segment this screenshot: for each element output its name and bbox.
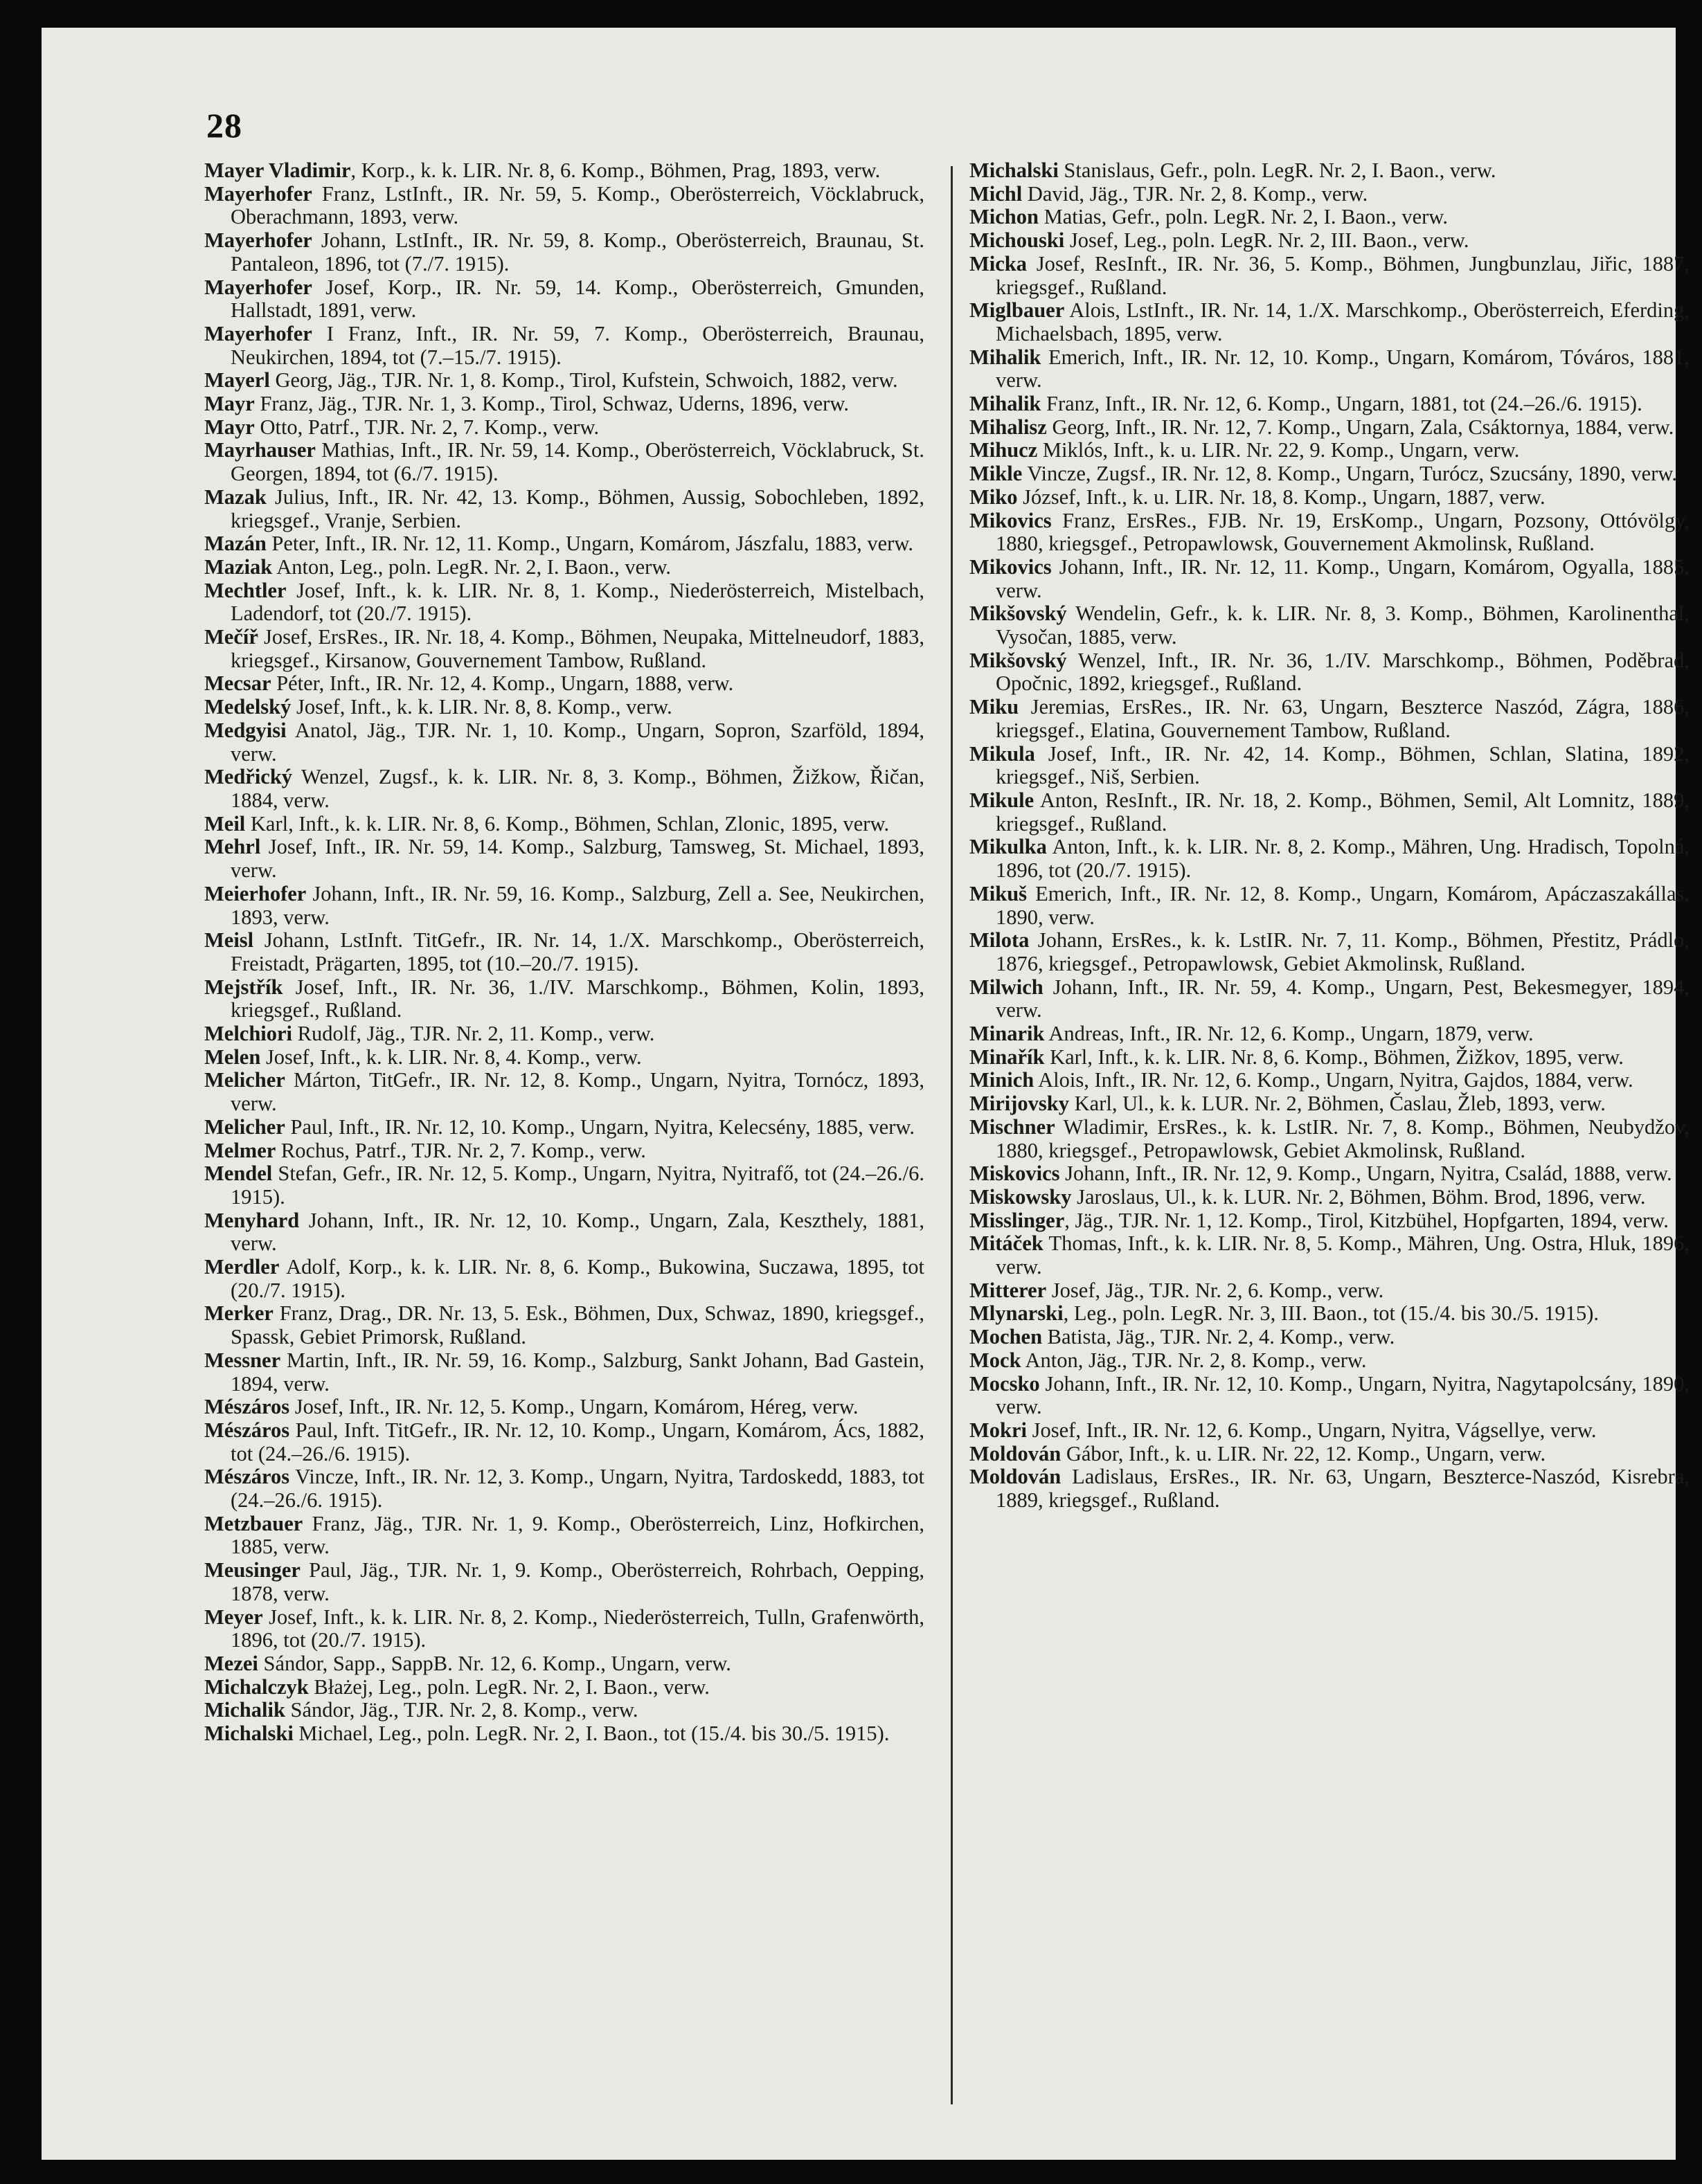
entry-details: Johann, Inft., IR. Nr. 12, 10. Komp., Ungarn, Zala, Keszthely, 1881, verw.: [231, 1208, 924, 1256]
entry-surname: Michl: [969, 181, 1023, 206]
entry-details: Sándor, Sapp., SappB. Nr. 12, 6. Komp., Ungarn, verw.: [258, 1652, 731, 1675]
entry-details: Alois, Inft., IR. Nr. 12, 6. Komp., Ungarn, Nyitra, Gajdos, 1884, verw.: [1034, 1068, 1633, 1092]
entry-details: Karl, Inft., k. k. LIR. Nr. 8, 6. Komp., Böhmen, Žižkov, 1895, verw.: [1044, 1045, 1624, 1069]
list-item: [204, 1606, 924, 1652]
entry-details: Johann, Inft., IR. Nr. 59, 4. Komp., Ungarn, Pest, Bekesmegyer, 1894, verw.: [996, 975, 1690, 1022]
entry-details: , Korp., k. k. LIR. Nr. 8, 6. Komp., Böhmen, Prag, 1893, verw.: [350, 159, 881, 182]
entry-details: Karl, Ul., k. k. LUR. Nr. 2, Böhmen, Časlau, Žleb, 1893, verw.: [1069, 1092, 1606, 1116]
entry-surname: Mischner: [969, 1114, 1055, 1139]
entry-surname: Mazán: [204, 532, 267, 556]
entry-surname: Mayr: [204, 392, 255, 416]
entry-surname: Melicher: [204, 1068, 285, 1092]
entry-surname: Michalski: [204, 1722, 294, 1746]
entry-surname: Minařík: [969, 1045, 1045, 1069]
entry-surname: Medřický: [204, 765, 293, 789]
list-item: [969, 183, 1690, 206]
entry-details: , Jäg., TJR. Nr. 1, 12. Komp., Tirol, Kitzbühel, Hopfgarten, 1894, verw.: [1064, 1208, 1669, 1232]
entry-surname: Mazak: [204, 485, 267, 509]
entry-surname: Meierhofer: [204, 881, 307, 905]
list-item: [969, 696, 1690, 742]
entry-surname: Maziak: [204, 554, 273, 579]
entry-details: Matias, Gefr., poln. LegR. Nr. 2, I. Baon., verw.: [1038, 205, 1448, 229]
entry-surname: Michouski: [969, 228, 1065, 253]
entry-details: József, Inft., k. u. LIR. Nr. 18, 8. Komp., Ungarn, 1887, verw.: [1017, 485, 1546, 509]
list-item: [969, 649, 1690, 696]
entry-surname: Meisl: [204, 928, 254, 953]
entry-details: Rudolf, Jäg., TJR. Nr. 2, 11. Komp., verw.: [292, 1022, 655, 1046]
entry-details: Josef, Jäg., TJR. Nr. 2, 6. Komp., verw.: [1046, 1278, 1384, 1302]
entry-details: Batista, Jäg., TJR. Nr. 2, 4. Komp., verw.: [1042, 1325, 1395, 1349]
entry-details: Karl, Inft., k. k. LIR. Nr. 8, 6. Komp., Böhmen, Schlan, Zlonic, 1895, verw.: [245, 811, 890, 836]
list-item: [204, 1396, 924, 1419]
list-item: [969, 462, 1690, 486]
entry-surname: Meyer: [204, 1605, 263, 1629]
entry-surname: Michalczyk: [204, 1675, 309, 1699]
entry-details: Franz, Jäg., TJR. Nr. 1, 9. Komp., Oberösterreich, Linz, Hofkirchen, 1885, verw.: [231, 1511, 924, 1559]
list-item: [204, 276, 924, 323]
list-item: [204, 486, 924, 532]
entry-surname: Minarik: [969, 1022, 1045, 1046]
entry-surname: Miglbauer: [969, 298, 1065, 323]
list-item: [204, 1419, 924, 1465]
entry-surname: Moldován: [969, 1465, 1061, 1489]
page-number: 28: [206, 106, 242, 145]
entry-details: Anton, Leg., poln. LegR. Nr. 2, I. Baon., verw.: [272, 554, 672, 579]
list-item: [969, 836, 1690, 882]
entry-details: Josef, Inft., k. k. LIR. Nr. 8, 8. Komp., verw.: [291, 695, 672, 719]
entry-surname: Mečíř: [204, 625, 258, 649]
entry-details: Josef, Inft., IR. Nr. 36, 1./IV. Marschkomp., Böhmen, Kolin, 1893, kriegsgef., Rußland.: [231, 975, 924, 1022]
entry-surname: Menyhard: [204, 1208, 300, 1232]
entry-surname: Mayerhofer: [204, 228, 312, 253]
entry-details: Alois, LstInft., IR. Nr. 14, 1./X. Marschkomp., Oberösterreich, Eferding, Michaelsbach, 1895, verw.: [996, 298, 1690, 345]
entry-surname: Milwich: [969, 975, 1043, 999]
entry-details: Andreas, Inft., IR. Nr. 12, 6. Komp., Ungarn, 1879, verw.: [1044, 1022, 1534, 1046]
entry-details: Emerich, Inft., IR. Nr. 12, 8. Komp., Ungarn, Komárom, Apáczaszakállas, 1890, verw.: [996, 881, 1690, 929]
list-item: [969, 1326, 1690, 1349]
entry-details: Josef, Inft., IR. Nr. 59, 14. Komp., Salzburg, Tamsweg, St. Michael, 1893, verw.: [231, 835, 924, 883]
list-item: [204, 813, 924, 836]
entry-surname: Michon: [969, 205, 1039, 229]
entry-details: Vincze, Inft., IR. Nr. 12, 3. Komp., Ungarn, Nyitra, Tardoskedd, 1883, tot (24.–26./6. 1915).: [231, 1465, 924, 1513]
entry-details: , Leg., poln. LegR. Nr. 3, III. Baon., tot (15./4. bis 30./5. 1915).: [1063, 1301, 1600, 1326]
entry-surname: Mendel: [204, 1162, 273, 1186]
entry-surname: Merker: [204, 1301, 274, 1326]
list-item: [204, 1676, 924, 1699]
list-item: [969, 929, 1690, 975]
entry-surname: Mihucz: [969, 438, 1038, 462]
entry-details: Martin, Inft., IR. Nr. 59, 16. Komp., Salzburg, Sankt Johann, Bad Gastein, 1894, verw.: [231, 1348, 924, 1396]
entry-surname: Mlynarski: [969, 1301, 1064, 1326]
list-item: [969, 1232, 1690, 1279]
entry-details: Wenzel, Inft., IR. Nr. 36, 1./IV. Marschkomp., Böhmen, Poděbrad, Opočnic, 1892, kriegsgef., Rußland.: [996, 648, 1690, 696]
list-item: [204, 369, 924, 392]
entry-details: Johann, Inft., IR. Nr. 12, 10. Komp., Ungarn, Nyitra, Nagytapolcsány, 1890, verw.: [996, 1371, 1690, 1419]
entry-surname: Melmer: [204, 1138, 276, 1162]
entry-surname: Micka: [969, 251, 1028, 276]
list-item: [204, 719, 924, 766]
entry-details: Franz, ErsRes., FJB. Nr. 19, ErsKomp., Ungarn, Pozsony, Ottóvölgy, 1880, kriegsgef., Petropawlowsk, Gouvernement Akmolinsk, Rußland.: [996, 508, 1690, 556]
left-column: [204, 159, 924, 1746]
entry-surname: Mock: [969, 1348, 1021, 1372]
list-item: [969, 1186, 1690, 1209]
entry-surname: Mikovics: [969, 554, 1052, 579]
entry-surname: Mejstřík: [204, 975, 283, 999]
list-item: [204, 532, 924, 556]
list-item: [204, 1722, 924, 1746]
list-item: [969, 1349, 1690, 1373]
entry-details: Georg, Jäg., TJR. Nr. 1, 8. Komp., Tirol, Kufstein, Schwoich, 1882, verw.: [269, 368, 898, 392]
list-item: [204, 416, 924, 440]
entry-details: Emerich, Inft., IR. Nr. 12, 10. Komp., Ungarn, Komárom, Tóváros, 1881, verw.: [996, 345, 1690, 392]
list-item: [204, 229, 924, 276]
entry-details: Georg, Inft., IR. Nr. 12, 7. Komp., Ungarn, Zala, Csáktornya, 1884, verw.: [1046, 415, 1674, 439]
entry-details: I Franz, Inft., IR. Nr. 59, 7. Komp., Oberösterreich, Braunau, Neukirchen, 1894, tot (7.–15./7. 1915).: [231, 321, 924, 369]
entry-surname: Mihalik: [969, 345, 1041, 369]
entry-details: Paul, Inft., IR. Nr. 12, 10. Komp., Ungarn, Nyitra, Kelecsény, 1885, verw.: [285, 1114, 915, 1139]
list-item: [969, 509, 1690, 556]
list-item: [969, 206, 1690, 229]
list-item: [204, 1022, 924, 1046]
list-item: [204, 183, 924, 229]
list-item: [969, 556, 1690, 602]
entry-details: Wladimir, ErsRes., k. k. LstIR. Nr. 7, 8. Komp., Böhmen, Neubydžov, 1880, kriegsgef., Petropawlowsk, Gebiet Akmolinsk, Rußland.: [996, 1114, 1690, 1162]
list-item: [969, 439, 1690, 462]
list-item: [204, 836, 924, 882]
entry-surname: Mészáros: [204, 1465, 290, 1489]
entry-details: Franz, Drag., DR. Nr. 13, 5. Esk., Böhmen, Dux, Schwaz, 1890, kriegsgef., Spassk, Gebiet Primorsk, Rußland.: [231, 1301, 924, 1349]
entry-details: Wenzel, Zugsf., k. k. LIR. Nr. 8, 3. Komp., Böhmen, Žižkow, Řičan, 1884, verw.: [231, 765, 924, 812]
entry-surname: Mayerhofer: [204, 181, 312, 206]
entry-surname: Mészáros: [204, 1418, 290, 1442]
list-item: [204, 1116, 924, 1139]
entry-details: Anton, Jäg., TJR. Nr. 2, 8. Komp., verw.: [1021, 1348, 1367, 1372]
entry-surname: Melchiori: [204, 1022, 293, 1046]
list-item: [969, 883, 1690, 929]
entry-surname: Misslinger: [969, 1208, 1065, 1232]
list-item: [204, 1162, 924, 1209]
entry-details: Josef, Inft., k. k. LIR. Nr. 8, 4. Komp., verw.: [260, 1045, 642, 1069]
list-item: [204, 883, 924, 929]
entry-details: Péter, Inft., IR. Nr. 12, 4. Komp., Ungarn, 1888, verw.: [271, 671, 734, 696]
list-item: [204, 696, 924, 719]
entry-surname: Mészáros: [204, 1395, 290, 1419]
entry-surname: Mirijovsky: [969, 1092, 1070, 1116]
entry-details: Paul, Inft. TitGefr., IR. Nr. 12, 10. Komp., Ungarn, Komárom, Ács, 1882, tot (24.–26./6. 1915).: [231, 1418, 924, 1465]
entry-details: Jeremias, ErsRes., IR. Nr. 63, Ungarn, Beszterce Naszód, Zágra, 1886, kriegsgef., Elatina, Gouvernement Tambow, Rußland.: [996, 695, 1690, 742]
list-item: [204, 976, 924, 1022]
entry-surname: Mikšovský: [969, 602, 1067, 626]
entry-surname: Melen: [204, 1045, 261, 1069]
entry-surname: Mihalik: [969, 392, 1041, 416]
entry-details: Johann, LstInft., IR. Nr. 59, 8. Komp., Oberösterreich, Braunau, St. Pantaleon, 1896, tot (7./7. 1915).: [231, 228, 924, 276]
list-item: [204, 159, 924, 183]
entry-surname: Mocsko: [969, 1371, 1040, 1396]
entry-surname: Meil: [204, 811, 246, 836]
list-item: [969, 743, 1690, 789]
list-item: [969, 486, 1690, 509]
list-item: [969, 1302, 1690, 1326]
list-item: [204, 579, 924, 626]
entry-details: Josef, Inft., IR. Nr. 42, 14. Komp., Böhmen, Schlan, Slatina, 1892, kriegsgef., Niš, Serbien.: [996, 741, 1690, 789]
entry-surname: Mikle: [969, 462, 1023, 486]
entry-surname: Merdler: [204, 1255, 280, 1279]
list-item: [969, 1419, 1690, 1443]
entry-details: David, Jäg., TJR. Nr. 2, 8. Komp., verw.: [1022, 181, 1368, 206]
entry-surname: Meusinger: [204, 1558, 301, 1582]
entry-surname: Mayrhauser: [204, 438, 316, 462]
entry-surname: Mayer Vladimir: [204, 159, 351, 182]
list-item: [969, 1069, 1690, 1092]
entry-surname: Medgyisi: [204, 718, 287, 742]
list-item: [204, 439, 924, 485]
list-item: [204, 556, 924, 579]
entry-surname: Mikule: [969, 788, 1034, 812]
entry-details: Wendelin, Gefr., k. k. LIR. Nr. 8, 3. Komp., Böhmen, Karolinenthal, Vysočan, 1885, verw.: [996, 602, 1690, 649]
entry-details: Vincze, Zugsf., IR. Nr. 12, 8. Komp., Ungarn, Turócz, Szucsány, 1890, verw.: [1022, 462, 1678, 486]
entry-surname: Miko: [969, 485, 1018, 509]
list-item: [204, 392, 924, 416]
entry-details: Thomas, Inft., k. k. LIR. Nr. 8, 5. Komp., Mähren, Ung. Ostra, Hluk, 1896, verw.: [996, 1231, 1690, 1279]
entry-details: Sándor, Jäg., TJR. Nr. 2, 8. Komp., verw.: [285, 1698, 638, 1722]
entry-surname: Medelský: [204, 695, 292, 719]
entry-surname: Messner: [204, 1348, 281, 1372]
list-item: [969, 159, 1690, 183]
list-item: [204, 1256, 924, 1302]
entry-details: Otto, Patrf., TJR. Nr. 2, 7. Komp., verw.: [254, 415, 600, 439]
entry-surname: Mochen: [969, 1325, 1043, 1349]
entry-details: Miklós, Inft., k. u. LIR. Nr. 22, 9. Komp., Ungarn, verw.: [1037, 438, 1520, 462]
entry-surname: Mayerhofer: [204, 275, 312, 299]
entry-surname: Mikula: [969, 741, 1035, 766]
entry-details: Michael, Leg., poln. LegR. Nr. 2, I. Baon., tot (15./4. bis 30./5. 1915).: [293, 1722, 890, 1746]
entry-details: Johann, ErsRes., k. k. LstIR. Nr. 7, 11. Komp., Böhmen, Přestitz, Prádlo, 1876, kriegsgef., Petropawlowsk, Gebiet Akmolinsk, Rußland.: [996, 928, 1690, 975]
entry-details: Ladislaus, ErsRes., IR. Nr. 63, Ungarn, Beszterce-Naszód, Kisrebra, 1889, kriegsgef., Rußland.: [996, 1465, 1690, 1513]
entry-details: Josef, ResInft., IR. Nr. 36, 5. Komp., Böhmen, Jungbunzlau, Jiřic, 1887, kriegsgef., Rußland.: [996, 251, 1690, 299]
entry-surname: Metzbauer: [204, 1511, 303, 1535]
list-item: [204, 1209, 924, 1256]
entry-surname: Milota: [969, 928, 1030, 953]
entry-details: Gábor, Inft., k. u. LIR. Nr. 22, 12. Komp., Ungarn, verw.: [1061, 1441, 1546, 1465]
list-item: [204, 1652, 924, 1676]
entry-surname: Mihalisz: [969, 415, 1047, 439]
list-item: [969, 1162, 1690, 1186]
entry-details: Stanislaus, Gefr., poln. LegR. Nr. 2, I. Baon., verw.: [1058, 159, 1496, 182]
entry-details: Josef, Inft., k. k. LIR. Nr. 8, 1. Komp., Niederösterreich, Mistelbach, Ladendorf, tot (20./7. 1915).: [231, 578, 924, 626]
entry-surname: Mikšovský: [969, 648, 1067, 672]
list-item: [969, 299, 1690, 345]
entry-surname: Michalik: [204, 1698, 285, 1722]
entry-surname: Mitáček: [969, 1231, 1043, 1256]
entry-details: Josef, Inft., k. k. LIR. Nr. 8, 2. Komp., Niederösterreich, Tulln, Grafenwörth, 1896, tot (20./7. 1915).: [231, 1605, 924, 1652]
entry-details: Johann, Inft., IR. Nr. 59, 16. Komp., Salzburg, Zell a. See, Neukirchen, 1893, verw.: [231, 881, 924, 929]
entry-details: Josef, Korp., IR. Nr. 59, 14. Komp., Oberösterreich, Gmunden, Hallstadt, 1891, verw.: [231, 275, 924, 323]
entry-details: Jaroslaus, Ul., k. k. LUR. Nr. 2, Böhmen, Böhm. Brod, 1896, verw.: [1071, 1184, 1646, 1209]
entry-surname: Melicher: [204, 1114, 285, 1139]
list-item: [969, 789, 1690, 836]
entry-surname: Mayerhofer: [204, 321, 312, 345]
entry-surname: Mezei: [204, 1652, 258, 1675]
entry-surname: Miskovics: [969, 1162, 1060, 1186]
entry-surname: Miku: [969, 695, 1019, 719]
list-item: [969, 392, 1690, 416]
list-item: [204, 1046, 924, 1070]
entry-surname: Mitterer: [969, 1278, 1047, 1302]
list-item: [969, 976, 1690, 1022]
list-item: [969, 1092, 1690, 1116]
entry-surname: Michalski: [969, 159, 1059, 182]
list-item: [969, 253, 1690, 299]
list-item: [204, 1699, 924, 1722]
list-item: [204, 1139, 924, 1163]
entry-details: Peter, Inft., IR. Nr. 12, 11. Komp., Ungarn, Komárom, Jászfalu, 1883, verw.: [266, 532, 914, 556]
entry-surname: Moldován: [969, 1441, 1061, 1465]
list-item: [204, 1069, 924, 1115]
list-item: [204, 626, 924, 672]
entry-surname: Mehrl: [204, 835, 261, 859]
entry-details: Anatol, Jäg., TJR. Nr. 1, 10. Komp., Ungarn, Sopron, Szarföld, 1894, verw.: [231, 718, 924, 766]
entry-details: Josef, Inft., IR. Nr. 12, 5. Komp., Ungarn, Komárom, Héreg, verw.: [289, 1395, 859, 1419]
list-item: [204, 1513, 924, 1559]
entry-surname: Mokri: [969, 1418, 1028, 1442]
entry-surname: Mikuš: [969, 881, 1028, 905]
entry-details: Josef, Inft., IR. Nr. 12, 6. Komp., Ungarn, Nyitra, Vágsellye, verw.: [1027, 1418, 1597, 1442]
list-item: [969, 1046, 1690, 1070]
list-item: [969, 346, 1690, 392]
entry-surname: Mikulka: [969, 835, 1047, 859]
entry-details: Franz, Inft., IR. Nr. 12, 6. Komp., Ungarn, 1881, tot (24.–26./6. 1915).: [1041, 392, 1642, 416]
entry-surname: Mikovics: [969, 508, 1052, 532]
entry-details: Josef, ErsRes., IR. Nr. 18, 4. Komp., Böhmen, Neupaka, Mittelneudorf, 1883, kriegsgef., Kirsanow, Gouvernement Tambow, Rußland.: [231, 625, 924, 672]
entry-details: Franz, LstInft., IR. Nr. 59, 5. Komp., Oberösterreich, Vöcklabruck, Oberachmann, 1893, verw.: [231, 181, 924, 229]
list-item: [969, 229, 1690, 253]
list-item: [204, 1465, 924, 1512]
list-item: [969, 1465, 1690, 1512]
entry-details: Mathias, Inft., IR. Nr. 59, 14. Komp., Oberösterreich, Vöcklabruck, St. Georgen, 1894, tot (6./7. 1915).: [231, 438, 924, 486]
entry-details: Stefan, Gefr., IR. Nr. 12, 5. Komp., Ungarn, Nyitra, Nyitrafő, tot (24.–26./6. 1915).: [231, 1162, 924, 1209]
entry-details: Johann, Inft., IR. Nr. 12, 9. Komp., Ungarn, Nyitra, Család, 1888, verw.: [1059, 1162, 1672, 1186]
entry-details: Johann, LstInft. TitGefr., IR. Nr. 14, 1./X. Marschkomp., Oberösterreich, Freistadt, Prägarten, 1895, tot (10.–20./7. 1915).: [231, 928, 924, 975]
list-item: [969, 602, 1690, 649]
entry-details: Márton, TitGefr., IR. Nr. 12, 8. Komp., Ungarn, Nyitra, Tornócz, 1893, verw.: [231, 1068, 924, 1116]
entry-details: Franz, Jäg., TJR. Nr. 1, 3. Komp., Tirol, Schwaz, Uderns, 1896, verw.: [254, 392, 850, 416]
list-item: [969, 1443, 1690, 1466]
right-column: [969, 159, 1690, 1513]
list-item: [204, 672, 924, 696]
list-item: [204, 929, 924, 975]
list-item: [204, 323, 924, 369]
list-item: [969, 1279, 1690, 1303]
list-item: [969, 1373, 1690, 1419]
entry-surname: Mayr: [204, 415, 255, 439]
entry-details: Anton, Inft., k. k. LIR. Nr. 8, 2. Komp., Mähren, Ung. Hradisch, Topolná, 1896, tot (20./7. 1915).: [996, 835, 1690, 883]
entry-details: Josef, Leg., poln. LegR. Nr. 2, III. Baon., verw.: [1064, 228, 1469, 253]
list-item: [969, 416, 1690, 440]
list-item: [969, 1022, 1690, 1046]
list-item: [969, 1209, 1690, 1233]
document-page: [42, 28, 1690, 2160]
entry-surname: Minich: [969, 1068, 1034, 1092]
entry-details: Anton, ResInft., IR. Nr. 18, 2. Komp., Böhmen, Semil, Alt Lomnitz, 1889, kriegsgef., Rußland.: [996, 788, 1690, 836]
list-item: [204, 1559, 924, 1605]
list-item: [204, 766, 924, 812]
entry-surname: Mayerl: [204, 368, 270, 392]
column-divider: [951, 166, 953, 2104]
entry-details: Paul, Jäg., TJR. Nr. 1, 9. Komp., Oberösterreich, Rohrbach, Oepping, 1878, verw.: [231, 1558, 924, 1605]
entry-details: Julius, Inft., IR. Nr. 42, 13. Komp., Böhmen, Aussig, Sobochleben, 1892, kriegsgef., Vranje, Serbien.: [231, 485, 924, 532]
list-item: [969, 1116, 1690, 1162]
entry-surname: Miskowsky: [969, 1184, 1072, 1209]
list-item: [204, 1302, 924, 1348]
entry-details: Johann, Inft., IR. Nr. 12, 11. Komp., Ungarn, Komárom, Ogyalla, 1885, verw.: [996, 554, 1690, 602]
entry-details: Adolf, Korp., k. k. LIR. Nr. 8, 6. Komp., Bukowina, Suczawa, 1895, tot (20./7. 1915).: [231, 1255, 924, 1302]
entry-details: Rochus, Patrf., TJR. Nr. 2, 7. Komp., verw.: [276, 1138, 646, 1162]
entry-surname: Mecsar: [204, 671, 271, 696]
entry-surname: Mechtler: [204, 578, 287, 602]
list-item: [204, 1349, 924, 1396]
entry-details: Błażej, Leg., poln. LegR. Nr. 2, I. Baon., verw.: [308, 1675, 710, 1699]
